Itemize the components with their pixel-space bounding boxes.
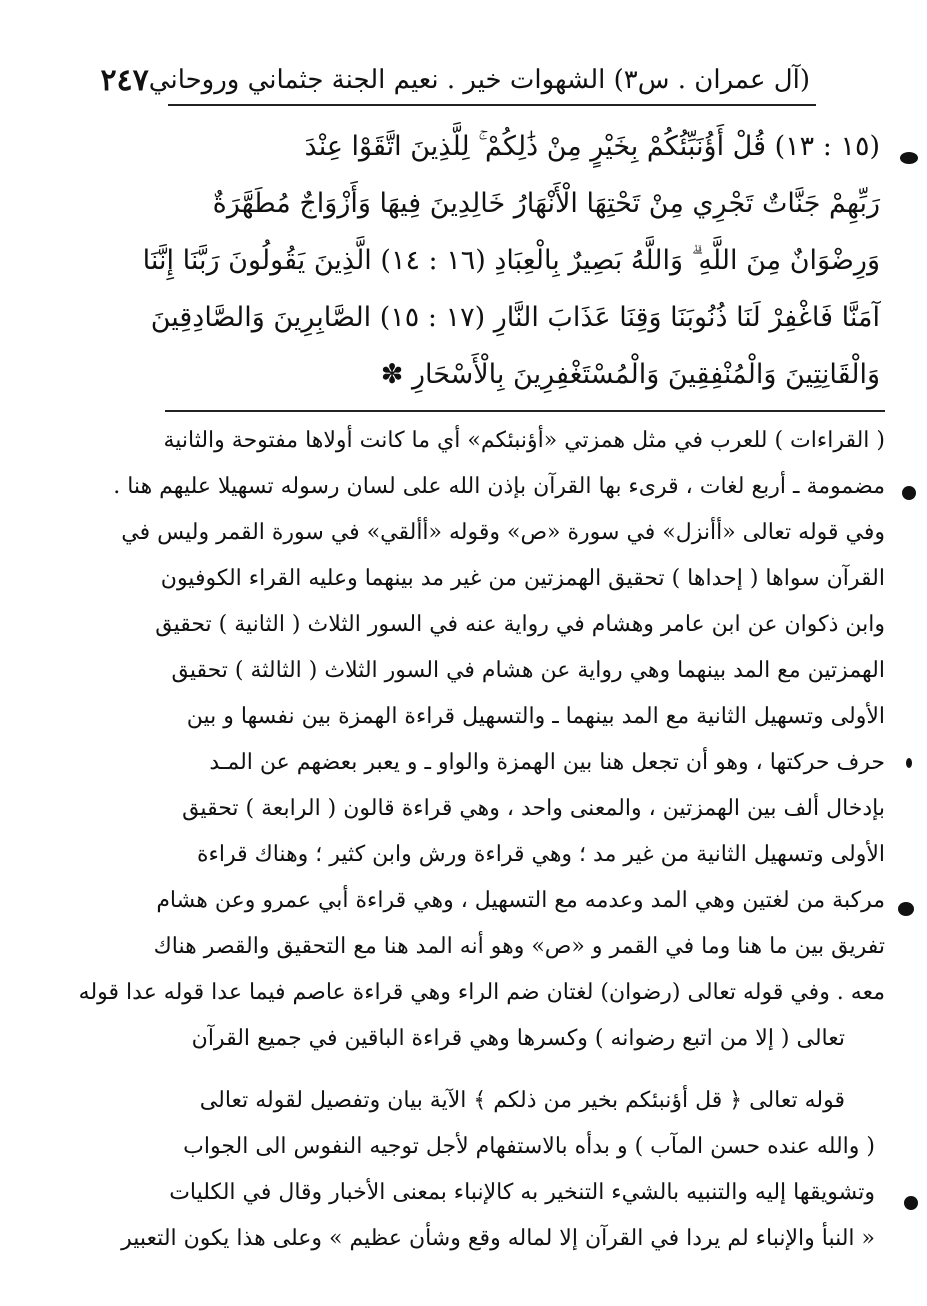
- verse-line: آمَنَّا فَاغْفِرْ لَنَا ذُنُوبَنَا وَقِنَا عَذَابَ النَّارِ (١٧ : ١٥) الصَّابِرِينَ وَالصَّادِقِينَ: [150, 302, 880, 333]
- header-rule: [168, 104, 816, 106]
- tafsir-commentary: [121, 1078, 875, 1262]
- section-divider: [165, 410, 885, 412]
- verse-line: (١٥ : ١٣) قُلْ أَؤُنَبِّئُكُمْ بِخَيْرٍ مِنْ ذَٰلِكُمْ ۚ لِلَّذِينَ اتَّقَوْا عِنْدَ: [304, 131, 880, 162]
- header-title: (آل عمران . س٣) الشهوات خير . نعيم الجنة جثماني وروحاني: [148, 65, 810, 95]
- commentary-line: ( القراءات ) للعرب في مثل همزتي «أؤنبئكم» أي ما كانت أولاها مفتوحة والثانية: [163, 428, 885, 453]
- verse-line: وَرِضْوَانٌ مِنَ اللَّهِ ۗ وَاللَّهُ بَصِيرٌ بِالْعِبَادِ (١٦ : ١٤) الَّذِينَ يَقُولُونَ رَبَّنَا إِنَّنَا: [142, 245, 880, 276]
- running-header: [100, 60, 810, 100]
- scan-blot: [904, 1196, 918, 1210]
- commentary-line: حرف حركتها ، وهو أن تجعل هنا بين الهمزة والواو ـ و يعبر بعضهم عن المـد: [209, 750, 885, 775]
- commentary-line: وفي قوله تعالى «أأنزل» في سورة «ص» وقوله «أألقي» في سورة القمر وليس في: [121, 520, 885, 545]
- commentary-line: مضمومة ـ أربع لغات ، قرىء بها القرآن بإذن الله على لسان رسوله تسهيلا عليهم هنا .: [113, 474, 885, 499]
- commentary-line: مركبة من لغتين وهي المد وعدمه مع التسهيل ، وهي قراءة أبي عمرو وعن هشام: [156, 888, 885, 913]
- commentary-line: تفريق بين ما هنا وما في القمر و «ص» وهو أنه المد هنا مع التحقيق والقصر هناك: [153, 934, 885, 959]
- commentary-line: تعالى ( إلا من اتبع رضوانه ) وكسرها وهي قراءة الباقين في جميع القرآن: [191, 1026, 845, 1051]
- commentary-line: ( والله عنده حسن المآب ) و بدأه بالاستفهام لأجل توجيه النفوس الى الجواب: [183, 1134, 875, 1159]
- commentary-line: « النبأ والإنباء لم يردا في القرآن إلا لماله وقع وشأن عظيم » وعلى هذا يكون التعبير: [121, 1226, 875, 1251]
- commentary-line: وتشويقها إليه والتنبيه بالشيء التنخير به كالإنباء بمعنى الأخبار وقال في الكليات: [169, 1180, 875, 1205]
- qiraat-commentary: [78, 418, 885, 1062]
- scan-blot: [900, 152, 918, 164]
- verse-line: وَالْقَانِتِينَ وَالْمُنْفِقِينَ وَالْمُسْتَغْفِرِينَ بِالْأَسْحَارِ ✽: [380, 359, 880, 390]
- commentary-line: قوله تعالى ﴿ قل أؤنبئكم بخير من ذلكم ﴾ الآية بيان وتفصيل لقوله تعالى: [199, 1088, 845, 1113]
- scan-blot: [906, 758, 912, 768]
- commentary-line: الهمزتين مع المد بينهما وهي رواية عن هشام في السور الثلاث ( الثالثة ) تحقيق: [171, 658, 885, 683]
- commentary-line: معه . وفي قوله تعالى (رضوان) لغتان ضم الراء وهي قراءة عاصم فيما عدا قوله عدا قوله: [78, 980, 885, 1005]
- page-number: ٢٤٧: [100, 62, 149, 98]
- commentary-line: الأولى وتسهيل الثانية من غير مد ؛ وهي قراءة ورش وابن كثير ؛ وهناك قراءة: [196, 842, 885, 867]
- scan-blot: [898, 902, 914, 916]
- commentary-line: وابن ذكوان عن ابن عامر وهشام في رواية عنه في السور الثلاث ( الثانية ) تحقيق: [155, 612, 885, 637]
- scan-blot: [902, 486, 916, 500]
- commentary-line: القرآن سواها ( إحداها ) تحقيق الهمزتين من غير مد بينهما وعليه القراء الكوفيون: [160, 566, 885, 591]
- quran-verse-block: [142, 118, 880, 403]
- verse-line: رَبِّهِمْ جَنَّاتٌ تَجْرِي مِنْ تَحْتِهَا الْأَنْهَارُ خَالِدِينَ فِيهَا وَأَزْوَاجٌ مُطَهَّرَةٌ: [212, 188, 880, 219]
- commentary-line: بإدخال ألف بين الهمزتين ، والمعنى واحد ، وهي قراءة قالون ( الرابعة ) تحقيق: [182, 796, 885, 821]
- commentary-line: الأولى وتسهيل الثانية مع المد بينهما ـ والتسهيل قراءة الهمزة بين نفسها و بين: [186, 704, 885, 729]
